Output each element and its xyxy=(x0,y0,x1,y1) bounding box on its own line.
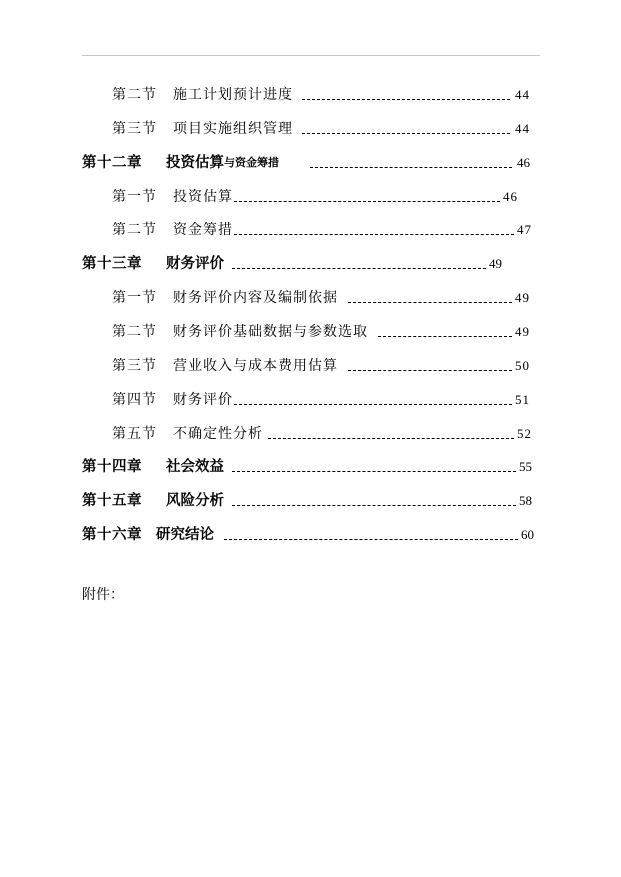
toc-entry-page: 51 xyxy=(515,392,530,407)
toc-leader xyxy=(348,370,512,371)
toc-entry-title: 社会效益 xyxy=(166,458,224,475)
toc-entry-title: 项目实施组织管理 xyxy=(173,121,293,137)
toc-entry-title: 研究结论 xyxy=(156,526,214,543)
toc-leader xyxy=(234,234,514,235)
toc-entry-title: 投资估算 xyxy=(166,154,224,171)
toc-entry-label: 第十四章 xyxy=(82,458,142,475)
toc-entry-page: 52 xyxy=(517,426,532,441)
toc-entry-page: 58 xyxy=(519,493,532,508)
attachment-label: 附件： xyxy=(82,587,124,603)
toc-entry[interactable] xyxy=(112,390,532,410)
toc-entry[interactable] xyxy=(112,119,532,139)
toc-entry-label: 第三节 xyxy=(112,358,157,374)
toc-entry-label: 第二节 xyxy=(112,324,157,340)
toc-leader xyxy=(302,99,510,100)
toc-entry-label: 第二节 xyxy=(112,222,157,238)
toc-entry-label: 第一节 xyxy=(112,290,157,306)
toc-entry-title: 财务评价基础数据与参数选取 xyxy=(173,324,368,340)
toc-entry-page: 47 xyxy=(517,222,532,237)
toc-entry[interactable] xyxy=(82,457,534,477)
toc-leader xyxy=(234,201,500,202)
toc-leader xyxy=(232,505,516,506)
toc-entry-label: 第十六章 xyxy=(82,526,142,543)
toc-entry-label: 第十二章 xyxy=(82,154,142,171)
toc-entry-label: 第四节 xyxy=(112,392,157,408)
toc-entry-label: 第三节 xyxy=(112,121,157,137)
toc-leader xyxy=(232,471,516,472)
toc-leader xyxy=(232,268,486,269)
toc-entry-page: 46 xyxy=(503,189,518,204)
toc-entry[interactable] xyxy=(112,356,532,376)
toc-entry-title: 不确定性分析 xyxy=(173,426,263,442)
toc-entry-page: 49 xyxy=(515,324,530,339)
toc-entry-page: 46 xyxy=(517,155,530,170)
toc-entry-title: 财务评价 xyxy=(166,255,224,272)
toc-entry-page: 49 xyxy=(515,290,530,305)
toc-entry-page: 50 xyxy=(515,358,530,373)
toc-entry-title: 营业收入与成本费用估算 xyxy=(173,358,338,374)
toc-entry[interactable] xyxy=(112,187,520,207)
toc-entry[interactable] xyxy=(112,288,532,308)
header-rule xyxy=(82,55,540,56)
toc-leader xyxy=(234,404,512,405)
toc-entry-label: 第五节 xyxy=(112,426,157,442)
toc-leader xyxy=(302,133,510,134)
toc-entry-title: 财务评价 xyxy=(173,392,233,408)
toc-entry[interactable] xyxy=(82,491,534,511)
toc-entry-title: 资金筹措 xyxy=(173,222,233,238)
toc-entry[interactable] xyxy=(112,220,534,240)
toc-entry-title: 施工计划预计进度 xyxy=(173,87,293,103)
toc-leader xyxy=(268,438,514,439)
toc-leader xyxy=(310,167,512,168)
toc-leader xyxy=(224,539,518,540)
toc-entry-label: 第十五章 xyxy=(82,492,142,509)
toc-entry-page: 44 xyxy=(515,87,530,102)
toc-leader xyxy=(348,302,512,303)
toc-entry[interactable] xyxy=(112,322,532,342)
toc-entry-label: 第十三章 xyxy=(82,255,142,272)
toc-entry-label: 第二节 xyxy=(112,87,157,103)
toc-entry-page: 55 xyxy=(519,459,532,474)
toc-entry[interactable] xyxy=(82,254,504,274)
toc-entry-page: 44 xyxy=(515,121,530,136)
toc-leader xyxy=(378,336,512,337)
toc-entry[interactable] xyxy=(112,85,532,105)
toc-entry-title: 财务评价内容及编制依据 xyxy=(173,290,338,306)
toc-entry-title-suffix: 与资金筹措 xyxy=(224,156,279,169)
toc-entry-title: 投资估算 xyxy=(173,189,233,205)
toc-entry-page: 49 xyxy=(489,256,502,271)
toc-entry[interactable] xyxy=(112,424,534,444)
toc-entry[interactable] xyxy=(82,525,536,545)
toc-entry-page: 60 xyxy=(521,527,534,542)
toc-entry[interactable] xyxy=(82,153,532,173)
toc-entry-label: 第一节 xyxy=(112,189,157,205)
toc-entry-title: 风险分析 xyxy=(166,492,224,509)
